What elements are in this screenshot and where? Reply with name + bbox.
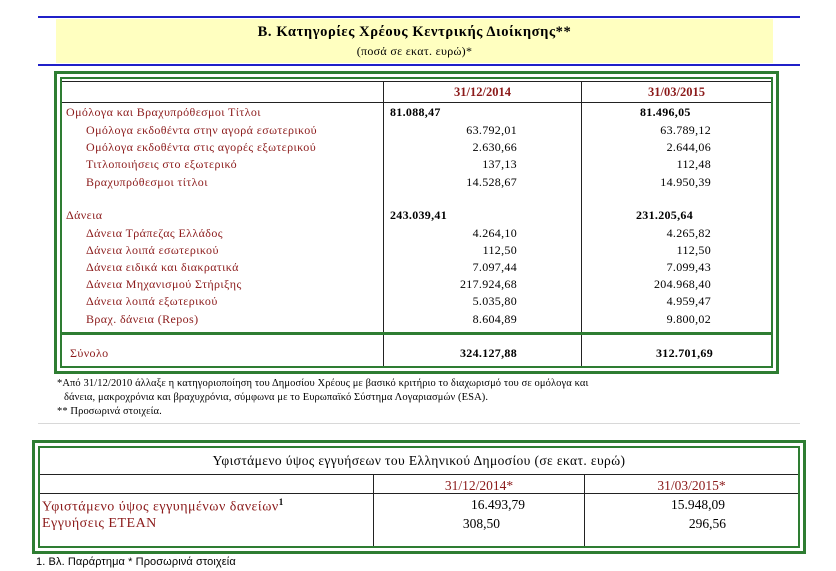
total-value-2014: 324.127,88 bbox=[460, 346, 517, 360]
footnote-marker: 1 bbox=[278, 497, 284, 507]
header-top-line bbox=[62, 81, 771, 82]
guarantees-title-line bbox=[40, 474, 798, 475]
row-label: Βραχυπρόθεσμοι τίτλοι bbox=[86, 175, 208, 189]
row-label: Δάνεια ειδικά και διακρατικά bbox=[86, 260, 239, 274]
row-value-2015: 9.800,02 bbox=[666, 312, 711, 326]
row-value-2014: 14.528,67 bbox=[466, 175, 517, 189]
note-line: δάνεια, μακροχρόνια και βραχυχρόνια, σύμφωνα με το Ευρωπαϊκό Σύστημα Λογαριασμών (ESA). bbox=[64, 392, 489, 403]
row-label: Ομόλογα εκδοθέντα στις αγορές εξωτερικού bbox=[86, 140, 317, 154]
page-title: Β. Κατηγορίες Χρέους Κεντρικής Διοίκησης** bbox=[257, 24, 572, 40]
row-value-2015: 2.644,06 bbox=[666, 140, 711, 154]
row-value-2015: 7.099,43 bbox=[666, 260, 711, 274]
row-value-2015: 231.205,64 bbox=[636, 208, 693, 222]
row-value-2015: 112,50 bbox=[676, 243, 711, 257]
row-label: Δάνεια λοιπά εξωτερικού bbox=[86, 294, 218, 308]
row-label: Δάνεια Τράπεζας Ελλάδος bbox=[86, 226, 223, 240]
row-value-2014: 137,13 bbox=[482, 157, 517, 171]
total-label: Σύνολο bbox=[70, 346, 109, 360]
guarantees-title: Υφιστάμενο ύψος εγγυήσεων του Ελληνικού Δημοσίου (σε εκατ. ευρώ) bbox=[212, 453, 626, 468]
row-value-2015: 63.789,12 bbox=[660, 123, 711, 137]
footnote: 1. Βλ. Παράρτημα * Προσωρινά στοιχεία bbox=[36, 556, 236, 568]
row-label: Δάνεια λοιπά εσωτερικού bbox=[86, 243, 219, 257]
guarantees-value-2015: 15.948,09 bbox=[671, 497, 725, 512]
row-value-2015: 204.968,40 bbox=[654, 277, 711, 291]
row-value-2014: 243.039,41 bbox=[390, 208, 447, 222]
row-label: Τιτλοποιήσεις στο εξωτερικό bbox=[86, 157, 238, 171]
title-blue-rule bbox=[38, 64, 800, 66]
row-value-2014: 7.097,44 bbox=[472, 260, 517, 274]
row-label: Δάνεια Μηχανισμού Στήριξης bbox=[86, 277, 242, 291]
guarantees-value-2014: 16.493,79 bbox=[471, 497, 525, 512]
row-value-2015: 4.959,47 bbox=[666, 294, 711, 308]
guarantees-value-2015: 296,56 bbox=[688, 516, 726, 531]
guarantees-col-header-2014: 31/12/2014* bbox=[444, 478, 514, 493]
row-label: Βραχ. δάνεια (Repos) bbox=[86, 312, 199, 326]
total-separator bbox=[62, 332, 771, 335]
row-label: Ομόλογα και Βραχυπρόθεσμοι Τίτλοι bbox=[66, 105, 261, 119]
col-sep-1 bbox=[383, 81, 384, 366]
row-value-2014: 2.630,66 bbox=[472, 140, 517, 154]
guarantees-row-label: Υφιστάμενο ύψος εγγυημένων δανείων$^1$ bbox=[42, 497, 284, 515]
total-value-2015: 312.701,69 bbox=[656, 346, 713, 360]
guarantees-row-label: Εγγυήσεις ΕΤΕΑΝ bbox=[42, 516, 157, 531]
row-value-2014: 8.604,89 bbox=[472, 312, 517, 326]
row-value-2014: 4.264,10 bbox=[472, 226, 517, 240]
row-value-2014: 63.792,01 bbox=[466, 123, 517, 137]
row-value-2014: 5.035,80 bbox=[472, 294, 517, 308]
row-value-2015: 14.950,39 bbox=[660, 175, 711, 189]
row-value-2015: 81.496,05 bbox=[640, 105, 691, 119]
row-value-2014: 217.924,68 bbox=[460, 277, 517, 291]
row-value-2014: 112,50 bbox=[482, 243, 517, 257]
note-line: ** Προσωρινά στοιχεία. bbox=[57, 406, 162, 417]
notes-divider bbox=[38, 423, 800, 424]
row-value-2015: 112,48 bbox=[676, 157, 711, 171]
note-line: *Από 31/12/2010 άλλαξε η κατηγοριοποίηση του Δημοσίου Χρέους με βασικό κριτήριο το διαχωρισμό του σε ομόλογα και bbox=[57, 378, 589, 389]
row-label: Ομόλογα εκδοθέντα στην αγορά εσωτερικού bbox=[86, 123, 317, 137]
col-header-2014: 31/12/2014 bbox=[454, 85, 511, 99]
row-label: Δάνεια bbox=[66, 208, 103, 222]
title-band bbox=[56, 19, 773, 63]
page-subtitle: (ποσά σε εκατ. ευρώ)* bbox=[356, 44, 473, 58]
row-value-2014: 81.088,47 bbox=[390, 105, 441, 119]
col-sep-2 bbox=[581, 81, 582, 366]
col-header-2015: 31/03/2015 bbox=[648, 85, 705, 99]
top-blue-rule bbox=[38, 16, 800, 18]
guarantees-value-2014: 308,50 bbox=[462, 516, 500, 531]
guarantees-col-header-2015: 31/03/2015* bbox=[657, 478, 726, 493]
header-bottom-line bbox=[62, 102, 771, 103]
row-value-2015: 4.265,82 bbox=[666, 226, 711, 240]
